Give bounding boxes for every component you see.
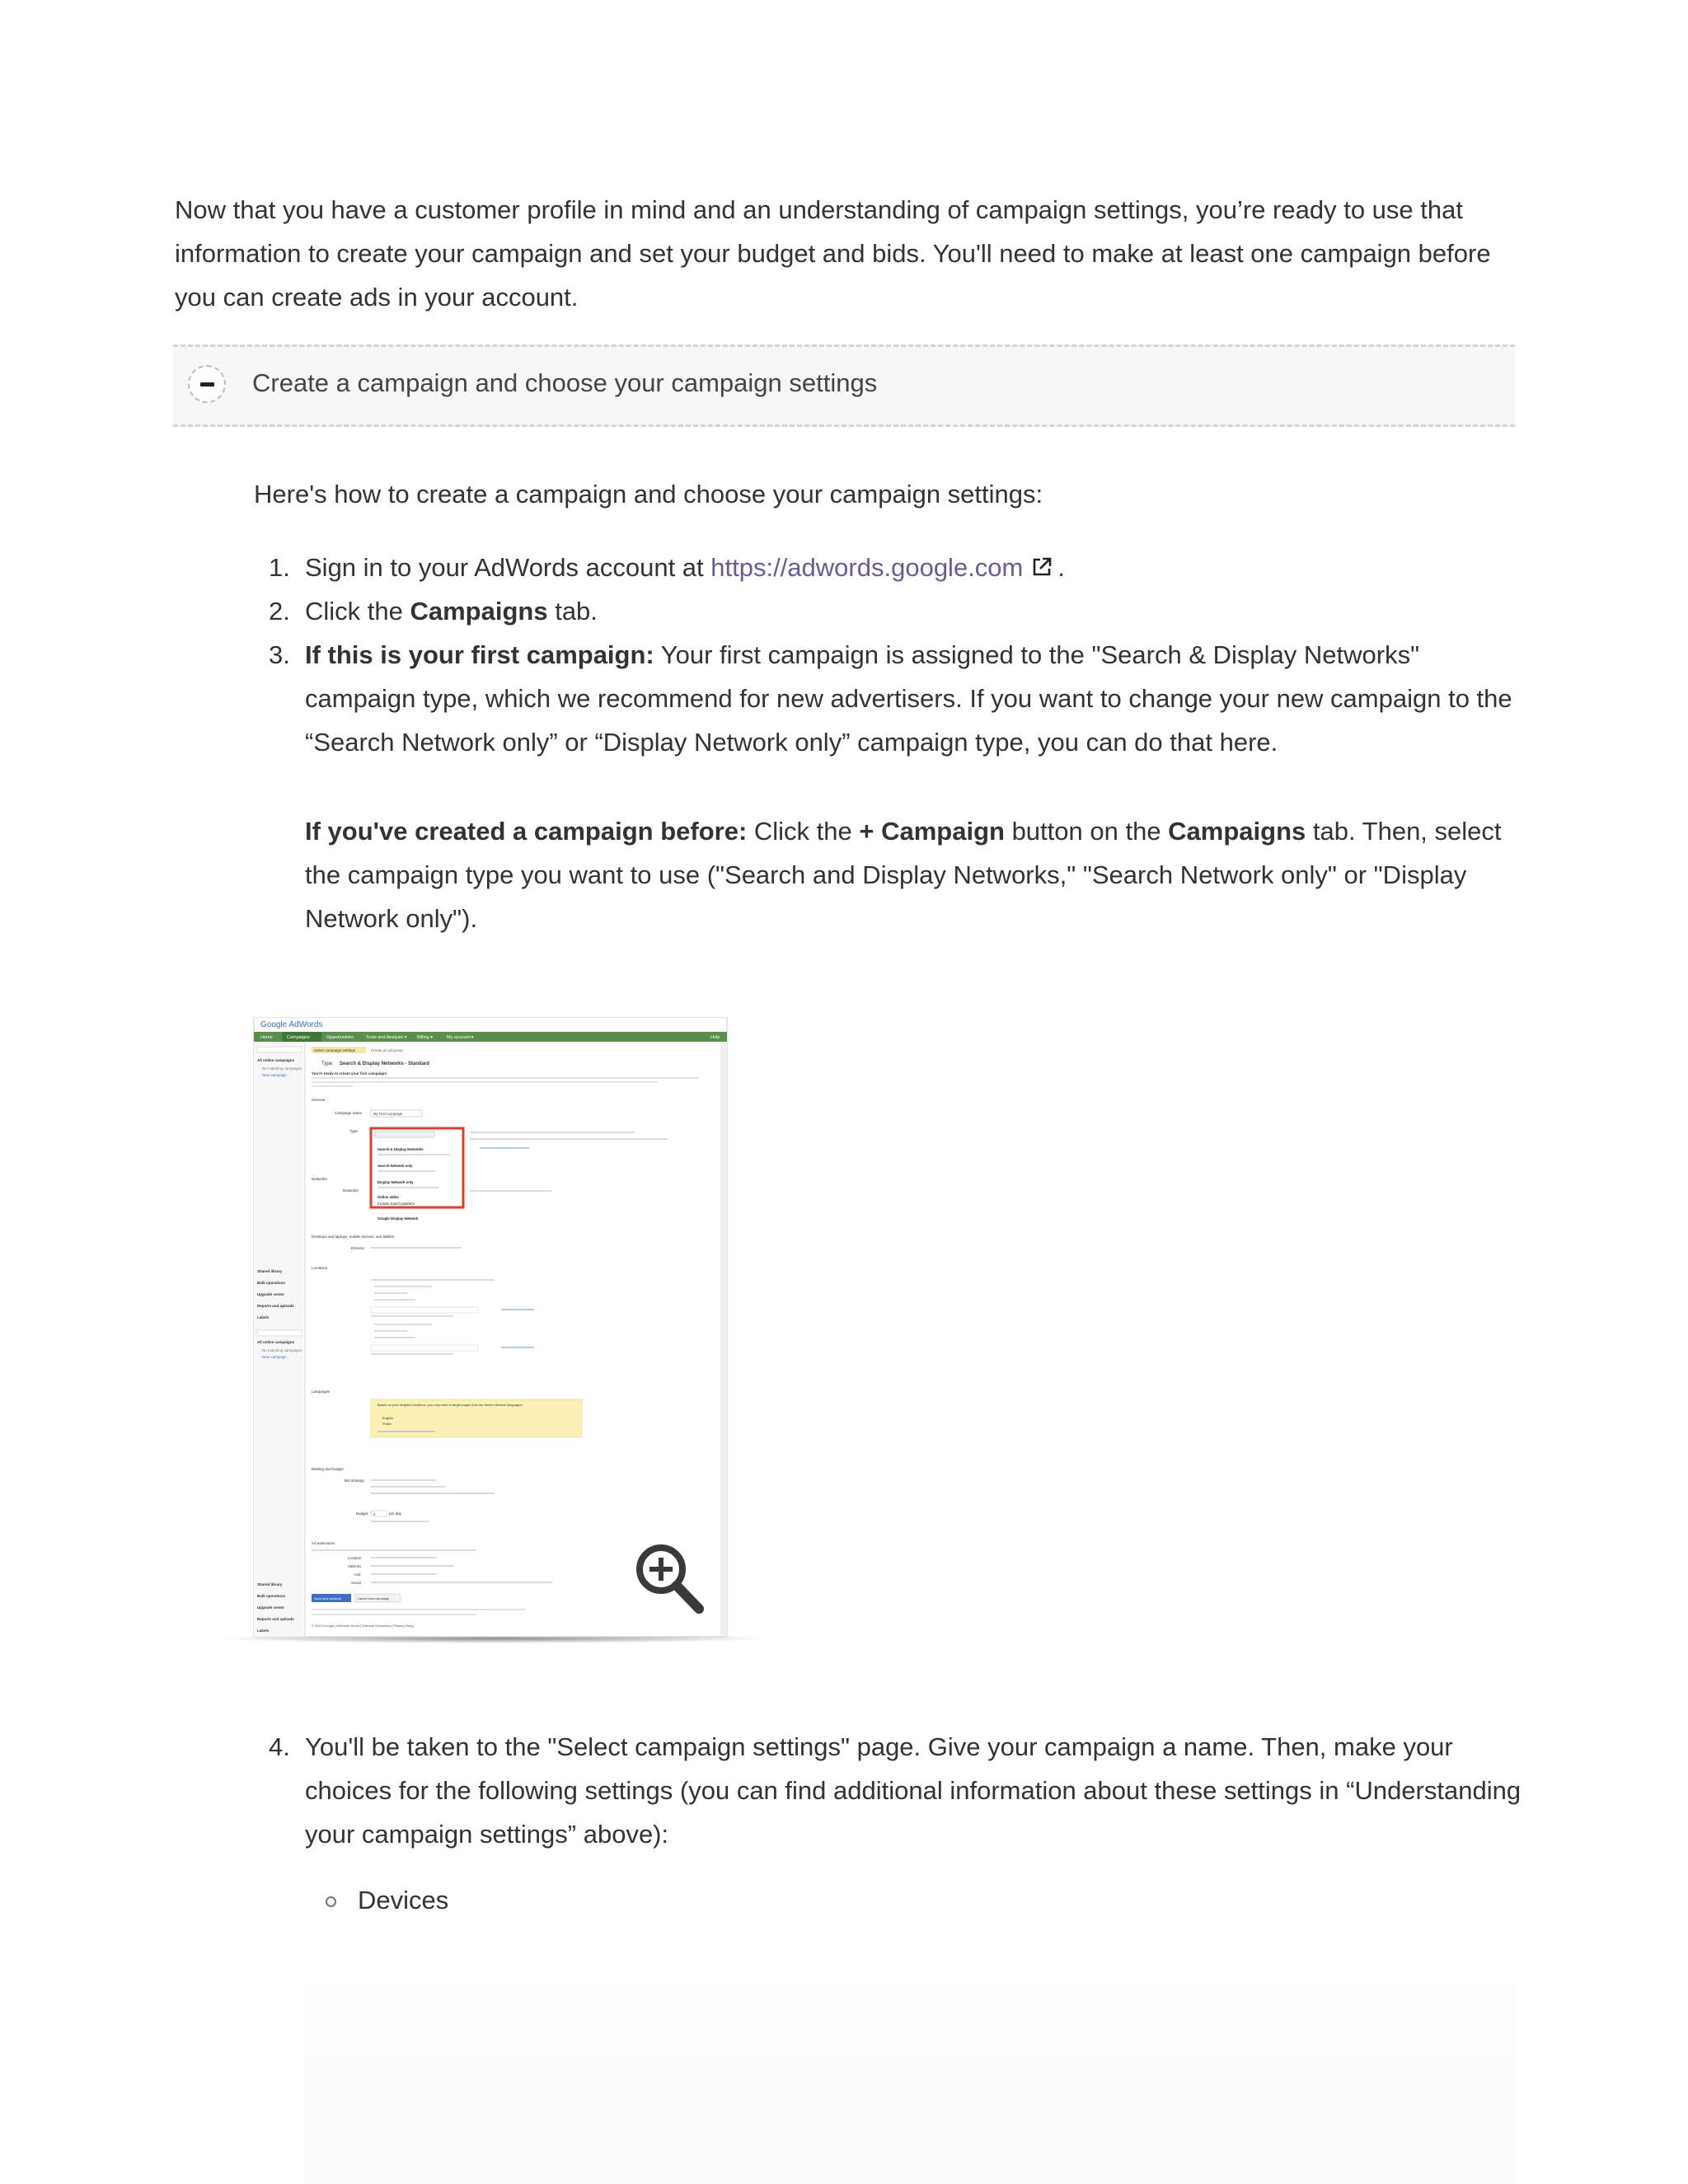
screenshot-breadcrumb-next: Create an ad group — [371, 1048, 403, 1052]
step-text: Your first campaign is assigned to the "Search & Display Networks" campaign type, which we recommend for new advertisers. If you want to change your new campaign to the “Search Network only” or “Display Network only” campaign type, you can do that here. — [305, 640, 1512, 757]
screenshot-sidebar-tool: Bulk operations — [257, 1594, 286, 1598]
screenshot-sidebar-item: New campaign — [262, 1355, 287, 1359]
screenshot-sidebar-tool: Labels — [257, 1629, 270, 1633]
screenshot-dropdown-option: Include search partners — [377, 1202, 415, 1206]
screenshot-dropdown-option: Display Network only — [377, 1180, 414, 1184]
screenshot-section: Ad extensions — [312, 1541, 335, 1545]
screenshot-sidebar-item: All online campaigns — [257, 1340, 295, 1344]
screenshot-save-button: Save and continue — [314, 1596, 342, 1601]
screenshot-type-value: Search & Display Networks - Standard — [340, 1062, 430, 1066]
screenshot-footer: © 2013 Google | AdWords Home | Editorial Guidelines | Privacy Policy — [312, 1624, 415, 1628]
screenshot-section: Locations — [312, 1266, 328, 1270]
external-link-icon[interactable] — [1031, 556, 1053, 578]
screenshot-sidebar-tool: Reports and uploads — [257, 1304, 294, 1308]
settings-list — [326, 1882, 448, 1919]
screenshot-extension: Sitelinks — [348, 1564, 362, 1568]
screenshot-dropdown-option: Search & Display Networks — [377, 1147, 424, 1151]
screenshot-image — [216, 1017, 770, 1643]
screenshot-nav-item: Tools and Analysis ▾ — [366, 1035, 407, 1040]
screenshot-field-label: Budget — [356, 1511, 368, 1516]
step-3 — [254, 633, 1523, 940]
screenshot-language-option: English — [382, 1416, 394, 1420]
step-paragraph — [305, 633, 1523, 764]
screenshot-field-label: Networks — [343, 1188, 359, 1193]
screenshot-extension: Call — [354, 1572, 361, 1577]
screenshot-breadcrumb-active: Select campaign settings — [314, 1048, 356, 1052]
screenshot-nav-item: Campaigns — [287, 1035, 310, 1040]
collapse-icon[interactable] — [188, 365, 226, 403]
screenshot-extension: Social — [351, 1581, 361, 1585]
section-title: Create a campaign and choose your campaign settings — [252, 368, 878, 397]
step-text: tab. — [547, 597, 598, 626]
step-text: Sign in to your AdWords account at — [305, 553, 711, 582]
screenshot-note: You're ready to create your first campaign! — [312, 1071, 387, 1076]
step-text: You'll be taken to the "Select campaign settings" page. Give your campaign a name. Then, make your choices for the following settings (you can find additional information about these settings in “Understanding your campaign settings” above): — [305, 1732, 1522, 1849]
campaign-settings-screenshot[interactable] — [216, 1017, 770, 1643]
step-1 — [254, 546, 1523, 589]
screenshot-nav-item: Home — [260, 1035, 273, 1040]
step-number: 2. — [269, 597, 290, 626]
screenshot-sidebar-tool: Shared library — [257, 1269, 283, 1273]
step-text: Click the — [305, 597, 410, 626]
step-emphasis: If this is your first campaign: — [305, 640, 654, 669]
screenshot-nav-item: Help — [710, 1035, 720, 1040]
steps-list-continued — [254, 1725, 1523, 1856]
step-number: 4. — [269, 1732, 290, 1761]
screenshot-sidebar-tool: Reports and uploads — [257, 1617, 294, 1621]
section-toggle[interactable] — [173, 344, 1515, 427]
step-text: Click the — [747, 817, 860, 846]
screenshot-extension: Location — [348, 1556, 362, 1560]
screenshot-budget-value: 4 — [373, 1512, 376, 1516]
screenshot-section: Desktops and laptops, mobile devices, and tablets — [312, 1235, 395, 1239]
steps-list — [254, 546, 1523, 940]
screenshot-sidebar-tool: Bulk operations — [257, 1281, 286, 1285]
screenshot-campaign-name: My First Campaign — [373, 1112, 403, 1116]
step-emphasis: If you've created a campaign before: — [305, 817, 748, 846]
screenshot-section: Languages — [312, 1390, 331, 1394]
step-text: button on the — [1004, 817, 1169, 846]
screenshot-sidebar-item: No matching campaigns — [262, 1348, 302, 1352]
settings-item-devices: Devices — [326, 1882, 448, 1919]
step-2 — [254, 589, 1523, 633]
screenshot-sidebar-tool: Upgrade center — [257, 1292, 285, 1296]
intro-paragraph: Now that you have a customer profile in mind and an understanding of campaign settings, you’re ready to use that information to create your campaign and set your budget and bids. You'll need to make at least one campaign before you can create ads in your account. — [175, 195, 1491, 312]
screenshot-section: General — [312, 1098, 326, 1102]
screenshot-field-label: Bid strategy — [345, 1479, 364, 1483]
screenshot-dropdown-option: Online video — [377, 1195, 399, 1199]
screenshot-field-label: Campaign name — [335, 1111, 363, 1115]
screenshot-sidebar-item: No matching campaigns — [262, 1066, 302, 1071]
screenshot-language-hint: Based on your targeted locations, you may want to target pages that use these interface languages: — [377, 1403, 523, 1407]
step-emphasis: + Campaign — [859, 817, 1005, 846]
step-emphasis: Campaigns — [410, 597, 548, 626]
screenshot-sidebar-tool: Labels — [257, 1315, 270, 1319]
screenshot-section: Networks — [312, 1177, 327, 1181]
screenshot-cancel-button: Cancel new campaign — [357, 1596, 390, 1601]
step-number: 1. — [269, 553, 290, 582]
screenshot-type-label: Type: — [321, 1062, 334, 1066]
screenshot-display-network: Google Display Network — [377, 1216, 419, 1221]
step-paragraph — [305, 809, 1523, 940]
screenshot-logo: Google AdWords — [260, 1020, 323, 1029]
screenshot-section: Bidding and budget — [312, 1467, 344, 1471]
screenshot-nav-item: Billing ▾ — [417, 1035, 433, 1040]
screenshot-nav-item: Opportunities — [326, 1035, 354, 1040]
screenshot-field-label: Type — [349, 1129, 358, 1133]
content-background — [303, 1866, 1517, 2184]
screenshot-budget-unit: per day — [389, 1511, 402, 1516]
step-4 — [254, 1725, 1523, 1856]
step-text: . — [1057, 553, 1065, 582]
step-emphasis: Campaigns — [1168, 817, 1306, 846]
step-text: tab. Then, select the campaign type you want to use ("Search and Display Networks," "Search Network only" or "Display Network only"). — [305, 817, 1502, 933]
section-lead: Here's how to create a campaign and choose your campaign settings: — [254, 480, 1043, 509]
screenshot-sidebar-item: All online campaigns — [257, 1058, 295, 1062]
screenshot-field-label: Devices — [351, 1246, 365, 1250]
step-number: 3. — [269, 640, 290, 669]
screenshot-dropdown-option: Search Network only — [377, 1164, 413, 1168]
adwords-link[interactable]: https://adwords.google.com — [710, 553, 1024, 582]
screenshot-language-option: Polish — [382, 1422, 392, 1426]
screenshot-nav-item: My account ▾ — [447, 1035, 474, 1040]
screenshot-sidebar-item: New campaign — [262, 1073, 287, 1077]
screenshot-sidebar-tool: Upgrade center — [257, 1605, 285, 1610]
screenshot-sidebar-tool: Shared library — [257, 1582, 283, 1586]
